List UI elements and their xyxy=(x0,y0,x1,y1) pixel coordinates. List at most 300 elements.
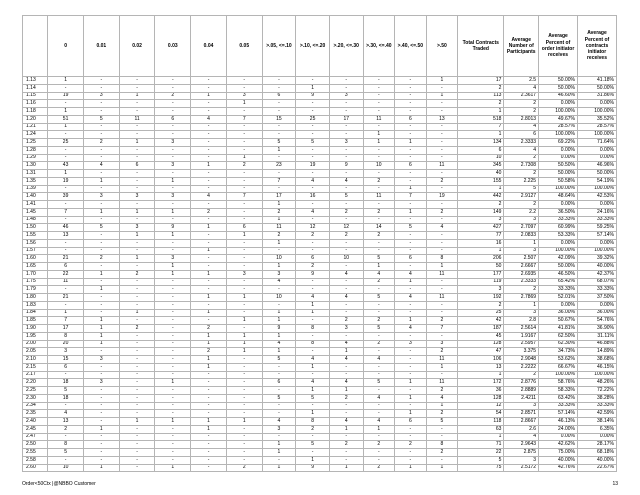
row-label-cell: 1.45 xyxy=(23,208,48,216)
table-row xyxy=(23,224,617,232)
table-cell: 5 xyxy=(262,356,296,364)
table-cell: - xyxy=(262,131,296,139)
column-header: 0.01 xyxy=(83,16,119,77)
table-cell: 1 xyxy=(191,309,227,317)
table-cell: - xyxy=(363,348,395,356)
table-cell: - xyxy=(395,239,427,247)
table-cell: 8 xyxy=(296,340,330,348)
table-cell: - xyxy=(119,278,155,286)
table-cell: - xyxy=(426,216,458,224)
table-cell: 1 xyxy=(329,464,363,472)
table-cell: 3 xyxy=(119,224,155,232)
table-cell: 1 xyxy=(395,317,427,325)
table-cell: 37.50% xyxy=(577,294,616,302)
table-cell: 3 xyxy=(329,325,363,333)
table-cell: 1 xyxy=(296,84,330,92)
table-cell: - xyxy=(119,402,155,410)
table-cell: - xyxy=(296,433,330,441)
table-cell: - xyxy=(155,301,191,309)
table-cell: - xyxy=(226,139,262,147)
table-cell: - xyxy=(363,100,395,108)
table-cell: 1 xyxy=(191,247,227,255)
table-cell: 1 xyxy=(191,363,227,371)
table-cell: - xyxy=(191,131,227,139)
table-cell: 3 xyxy=(83,379,119,387)
table-cell: - xyxy=(329,84,363,92)
table-cell: - xyxy=(155,433,191,441)
table-cell: 1 xyxy=(83,332,119,340)
table-cell: - xyxy=(48,286,84,294)
table-cell: 1 xyxy=(191,340,227,348)
table-cell: - xyxy=(426,154,458,162)
table-cell: - xyxy=(226,301,262,309)
table-cell: 2 xyxy=(504,286,539,294)
table-cell: - xyxy=(119,216,155,224)
table-cell: - xyxy=(155,410,191,418)
table-cell: - xyxy=(155,371,191,379)
table-cell: 3 xyxy=(504,247,539,255)
table-cell: 4 xyxy=(262,278,296,286)
table-cell: - xyxy=(119,77,155,85)
table-cell: - xyxy=(226,286,262,294)
table-cell: 2.3617 xyxy=(504,92,539,100)
table-cell: - xyxy=(119,363,155,371)
table-cell: 4 xyxy=(83,162,119,170)
table-cell: 4 xyxy=(363,356,395,364)
table-cell: 0.00% xyxy=(577,100,616,108)
table-cell: - xyxy=(83,394,119,402)
table-cell: - xyxy=(395,154,427,162)
table-cell: 49.67% xyxy=(539,115,578,123)
table-cell: 21 xyxy=(48,294,84,302)
table-cell: 4 xyxy=(191,193,227,201)
table-cell: - xyxy=(329,123,363,131)
table-cell: 63.42% xyxy=(539,394,578,402)
table-cell: 4 xyxy=(329,340,363,348)
table-cell: 8 xyxy=(296,325,330,333)
table-cell: - xyxy=(329,154,363,162)
table-cell: 19 xyxy=(426,193,458,201)
table-cell: 3 xyxy=(458,286,504,294)
column-header: 0.04 xyxy=(191,16,227,77)
table-cell: 3 xyxy=(329,92,363,100)
table-cell: 177 xyxy=(458,270,504,278)
table-cell: - xyxy=(226,216,262,224)
table-cell: 17 xyxy=(48,325,84,333)
table-cell: 6 xyxy=(296,255,330,263)
table-cell: 1 xyxy=(83,464,119,472)
table-row xyxy=(23,402,617,410)
table-cell: 58.76% xyxy=(539,379,578,387)
table-cell: 118 xyxy=(458,418,504,426)
table-cell: - xyxy=(262,286,296,294)
table-cell: 1 xyxy=(395,394,427,402)
table-cell: - xyxy=(329,216,363,224)
table-cell: 46.88% xyxy=(577,340,616,348)
table-cell: - xyxy=(119,263,155,271)
table-cell: 2 xyxy=(363,278,395,286)
table-cell: - xyxy=(363,309,395,317)
table-cell: 5 xyxy=(363,379,395,387)
table-cell: 2 xyxy=(504,154,539,162)
table-cell: 2 xyxy=(363,317,395,325)
table-cell: 9 xyxy=(296,464,330,472)
table-cell: 38.28% xyxy=(577,394,616,402)
table-cell: - xyxy=(329,363,363,371)
table-cell: 100.00% xyxy=(577,131,616,139)
table-cell: 1 xyxy=(426,92,458,100)
table-cell: - xyxy=(262,410,296,418)
table-cell: - xyxy=(426,100,458,108)
table-cell: - xyxy=(395,263,427,271)
table-cell: - xyxy=(119,131,155,139)
table-cell: - xyxy=(155,294,191,302)
table-cell: 2.4211 xyxy=(504,394,539,402)
table-cell: - xyxy=(83,402,119,410)
table-cell: 71 xyxy=(458,441,504,449)
table-cell: - xyxy=(119,464,155,472)
table-row xyxy=(23,162,617,170)
header-row xyxy=(23,16,617,77)
table-cell: 8 xyxy=(296,418,330,426)
table-cell: 2 xyxy=(155,92,191,100)
table-cell: 1 xyxy=(458,185,504,193)
table-cell: 4 xyxy=(191,115,227,123)
table-cell: 38.68% xyxy=(577,356,616,364)
table-row xyxy=(23,263,617,271)
table-cell: - xyxy=(226,387,262,395)
table-cell: - xyxy=(83,278,119,286)
table-cell: - xyxy=(395,232,427,240)
table-cell: - xyxy=(155,317,191,325)
table-cell: 1 xyxy=(191,356,227,364)
table-cell: 6 xyxy=(395,255,427,263)
table-cell: 2.7097 xyxy=(504,224,539,232)
row-label-cell: 1.40 xyxy=(23,193,48,201)
table-cell: - xyxy=(226,123,262,131)
table-cell: - xyxy=(395,123,427,131)
table-cell: - xyxy=(155,325,191,333)
table-cell: 1 xyxy=(395,278,427,286)
table-cell: 2 xyxy=(191,208,227,216)
table-cell: - xyxy=(426,232,458,240)
table-cell: 1 xyxy=(191,418,227,426)
table-cell: 2 xyxy=(363,208,395,216)
table-cell: 6 xyxy=(504,131,539,139)
table-cell: 16 xyxy=(458,239,504,247)
table-cell: 1 xyxy=(262,348,296,356)
table-cell: 2.9643 xyxy=(504,441,539,449)
table-cell: - xyxy=(395,425,427,433)
table-cell: - xyxy=(426,139,458,147)
table-cell: 1 xyxy=(191,224,227,232)
table-cell: - xyxy=(363,332,395,340)
table-cell: 42.76% xyxy=(539,464,578,472)
column-header: Total Contracts Traded xyxy=(458,16,504,77)
table-row xyxy=(23,325,617,333)
table-row xyxy=(23,92,617,100)
table-cell: - xyxy=(262,387,296,395)
table-cell: - xyxy=(191,456,227,464)
table-cell: 33.33% xyxy=(577,402,616,410)
row-label-cell: 1.56 xyxy=(23,239,48,247)
table-cell: - xyxy=(226,433,262,441)
table-cell: 36.90% xyxy=(577,325,616,333)
table-cell: 1 xyxy=(48,170,84,178)
table-cell: 22.67% xyxy=(577,464,616,472)
table-cell: 2 xyxy=(191,348,227,356)
table-cell: - xyxy=(426,301,458,309)
table-cell: - xyxy=(155,340,191,348)
table-cell: - xyxy=(426,185,458,193)
table-cell: 28.17% xyxy=(577,441,616,449)
table-cell: - xyxy=(155,394,191,402)
row-label-cell: 2.55 xyxy=(23,449,48,457)
table-cell: 45 xyxy=(458,332,504,340)
table-cell: 1 xyxy=(262,464,296,472)
column-header: >.30, <=.40 xyxy=(363,16,395,77)
table-cell: 1 xyxy=(363,131,395,139)
table-cell: 1 xyxy=(296,363,330,371)
row-label-cell: 1.28 xyxy=(23,146,48,154)
table-cell: 15 xyxy=(48,356,84,364)
table-cell: 7 xyxy=(226,193,262,201)
table-row xyxy=(23,278,617,286)
column-header: Average Number of Participants xyxy=(504,16,539,77)
table-cell: - xyxy=(329,402,363,410)
table-cell: - xyxy=(395,363,427,371)
table-cell: 71.64% xyxy=(577,139,616,147)
table-cell: 1 xyxy=(363,263,395,271)
table-cell: - xyxy=(296,201,330,209)
table-cell: 100.00% xyxy=(539,131,578,139)
table-cell: 3 xyxy=(329,139,363,147)
table-cell: - xyxy=(262,371,296,379)
table-cell: 4 xyxy=(504,433,539,441)
table-cell: 5 xyxy=(296,441,330,449)
table-row xyxy=(23,77,617,85)
row-label-cell: 2.15 xyxy=(23,363,48,371)
table-cell: 1 xyxy=(363,425,395,433)
table-cell: - xyxy=(226,363,262,371)
table-cell: 1 xyxy=(426,464,458,472)
table-cell: 7 xyxy=(426,325,458,333)
table-cell: 59.25% xyxy=(577,224,616,232)
table-cell: - xyxy=(119,185,155,193)
table-cell: - xyxy=(363,108,395,116)
table-cell: 2 xyxy=(426,410,458,418)
column-header: Average Percent of order initiator receives xyxy=(539,16,578,77)
table-cell: - xyxy=(191,77,227,85)
table-cell: - xyxy=(426,433,458,441)
table-row xyxy=(23,356,617,364)
table-cell: 149 xyxy=(458,208,504,216)
table-cell: 100.00% xyxy=(577,247,616,255)
table-cell: 25 xyxy=(296,115,330,123)
table-cell: 14.89% xyxy=(577,348,616,356)
table-cell: - xyxy=(191,394,227,402)
table-cell: - xyxy=(155,216,191,224)
table-cell: 1 xyxy=(262,263,296,271)
table-cell: - xyxy=(48,216,84,224)
table-cell: 6 xyxy=(262,379,296,387)
table-cell: - xyxy=(83,456,119,464)
table-row xyxy=(23,301,617,309)
table-cell: 1 xyxy=(155,418,191,426)
table-cell: 54.76% xyxy=(577,317,616,325)
table-cell: 5 xyxy=(296,139,330,147)
table-cell: 41.18% xyxy=(577,77,616,85)
table-row xyxy=(23,309,617,317)
table-cell: - xyxy=(226,201,262,209)
table-row xyxy=(23,247,617,255)
table-cell: - xyxy=(155,425,191,433)
table-cell: 31.11% xyxy=(577,332,616,340)
table-cell: 2.8013 xyxy=(504,115,539,123)
table-cell: 1 xyxy=(262,239,296,247)
table-cell: 2 xyxy=(426,348,458,356)
row-label-cell: 1.25 xyxy=(23,139,48,147)
table-cell: - xyxy=(262,100,296,108)
table-cell: - xyxy=(119,108,155,116)
table-cell: - xyxy=(119,84,155,92)
table-cell: - xyxy=(426,123,458,131)
table-cell: 5 xyxy=(83,115,119,123)
table-cell: 6 xyxy=(262,92,296,100)
header-corner-cell xyxy=(23,16,48,77)
table-cell: - xyxy=(48,456,84,464)
table-cell: 42.37% xyxy=(577,270,616,278)
column-header: 0.05 xyxy=(226,16,262,77)
table-cell: - xyxy=(155,356,191,364)
column-header: >.50 xyxy=(426,16,458,77)
table-cell: 22 xyxy=(458,449,504,457)
row-label-cell: 2.50 xyxy=(23,441,48,449)
row-label-cell: 1.20 xyxy=(23,115,48,123)
table-cell: - xyxy=(226,170,262,178)
table-cell: 4 xyxy=(296,379,330,387)
row-label-cell: 1.15 xyxy=(23,92,48,100)
table-cell: - xyxy=(226,263,262,271)
table-cell: 50 xyxy=(458,263,504,271)
table-cell: - xyxy=(226,84,262,92)
table-cell: 100.00% xyxy=(539,108,578,116)
table-cell: - xyxy=(83,441,119,449)
row-label-cell: 1.83 xyxy=(23,301,48,309)
table-cell: 2 xyxy=(426,387,458,395)
table-cell: - xyxy=(363,77,395,85)
table-cell: - xyxy=(83,123,119,131)
table-cell: 33.33% xyxy=(539,216,578,224)
table-cell: - xyxy=(83,239,119,247)
table-cell: - xyxy=(119,456,155,464)
table-cell: 5 xyxy=(83,224,119,232)
table-cell: - xyxy=(191,154,227,162)
table-cell: - xyxy=(395,201,427,209)
table-cell: 13 xyxy=(48,232,84,240)
table-cell: 14 xyxy=(363,224,395,232)
table-cell: 36 xyxy=(458,387,504,395)
table-cell: 2.7308 xyxy=(504,162,539,170)
table-cell: 10 xyxy=(329,255,363,263)
table-cell: 9 xyxy=(296,92,330,100)
table-cell: - xyxy=(83,232,119,240)
table-cell: - xyxy=(329,146,363,154)
table-cell: - xyxy=(226,456,262,464)
table-cell: 68.07% xyxy=(577,278,616,286)
table-cell: 4 xyxy=(363,270,395,278)
table-cell: - xyxy=(395,286,427,294)
table-cell: 6 xyxy=(155,115,191,123)
table-cell: - xyxy=(191,177,227,185)
table-cell: 3 xyxy=(504,216,539,224)
table-cell: 1 xyxy=(395,185,427,193)
table-cell: - xyxy=(395,100,427,108)
table-cell: - xyxy=(119,433,155,441)
table-cell: 2 xyxy=(329,441,363,449)
table-cell: - xyxy=(83,418,119,426)
row-label-cell: 1.24 xyxy=(23,131,48,139)
table-cell: 1 xyxy=(226,100,262,108)
table-cell: 57.14% xyxy=(539,410,578,418)
table-cell: 42.09% xyxy=(539,255,578,263)
table-cell: 6 xyxy=(395,162,427,170)
table-cell: 46 xyxy=(48,224,84,232)
table-cell: 2.7869 xyxy=(504,294,539,302)
table-cell: 11 xyxy=(426,356,458,364)
table-cell: 65.42% xyxy=(539,278,578,286)
table-cell: 4 xyxy=(504,84,539,92)
table-cell: 69.22% xyxy=(539,139,578,147)
table-cell: 2 xyxy=(458,201,504,209)
table-cell: 1 xyxy=(48,108,84,116)
table-cell: - xyxy=(191,464,227,472)
table-cell: 7 xyxy=(458,123,504,131)
row-label-cell: 1.70 xyxy=(23,270,48,278)
table-cell: 155 xyxy=(458,177,504,185)
table-cell: 4 xyxy=(296,356,330,364)
table-cell: - xyxy=(119,123,155,131)
table-cell: 3.375 xyxy=(504,348,539,356)
table-cell: 53.62% xyxy=(539,356,578,364)
table-cell: 2.8571 xyxy=(504,410,539,418)
table-cell: 427 xyxy=(458,224,504,232)
table-cell: 1 xyxy=(262,332,296,340)
table-cell: - xyxy=(296,131,330,139)
table-cell: - xyxy=(395,332,427,340)
row-label-cell: 1.80 xyxy=(23,294,48,302)
table-cell: 0.00% xyxy=(577,433,616,441)
column-header: 0.03 xyxy=(155,16,191,77)
column-header: Average Percent of contracts initiator receives xyxy=(577,16,616,77)
table-row xyxy=(23,270,617,278)
table-cell: 33.33% xyxy=(577,286,616,294)
table-row xyxy=(23,139,617,147)
table-cell: 1 xyxy=(329,348,363,356)
table-cell: - xyxy=(363,239,395,247)
table-cell: 9 xyxy=(296,270,330,278)
table-cell: - xyxy=(191,84,227,92)
table-cell: 5 xyxy=(363,294,395,302)
table-cell: 5 xyxy=(48,449,84,457)
table-cell: 2.5614 xyxy=(504,325,539,333)
table-cell: 11 xyxy=(262,224,296,232)
table-cell: - xyxy=(395,309,427,317)
table-row xyxy=(23,387,617,395)
table-cell: - xyxy=(296,317,330,325)
table-cell: 1 xyxy=(329,387,363,395)
table-cell: - xyxy=(395,456,427,464)
